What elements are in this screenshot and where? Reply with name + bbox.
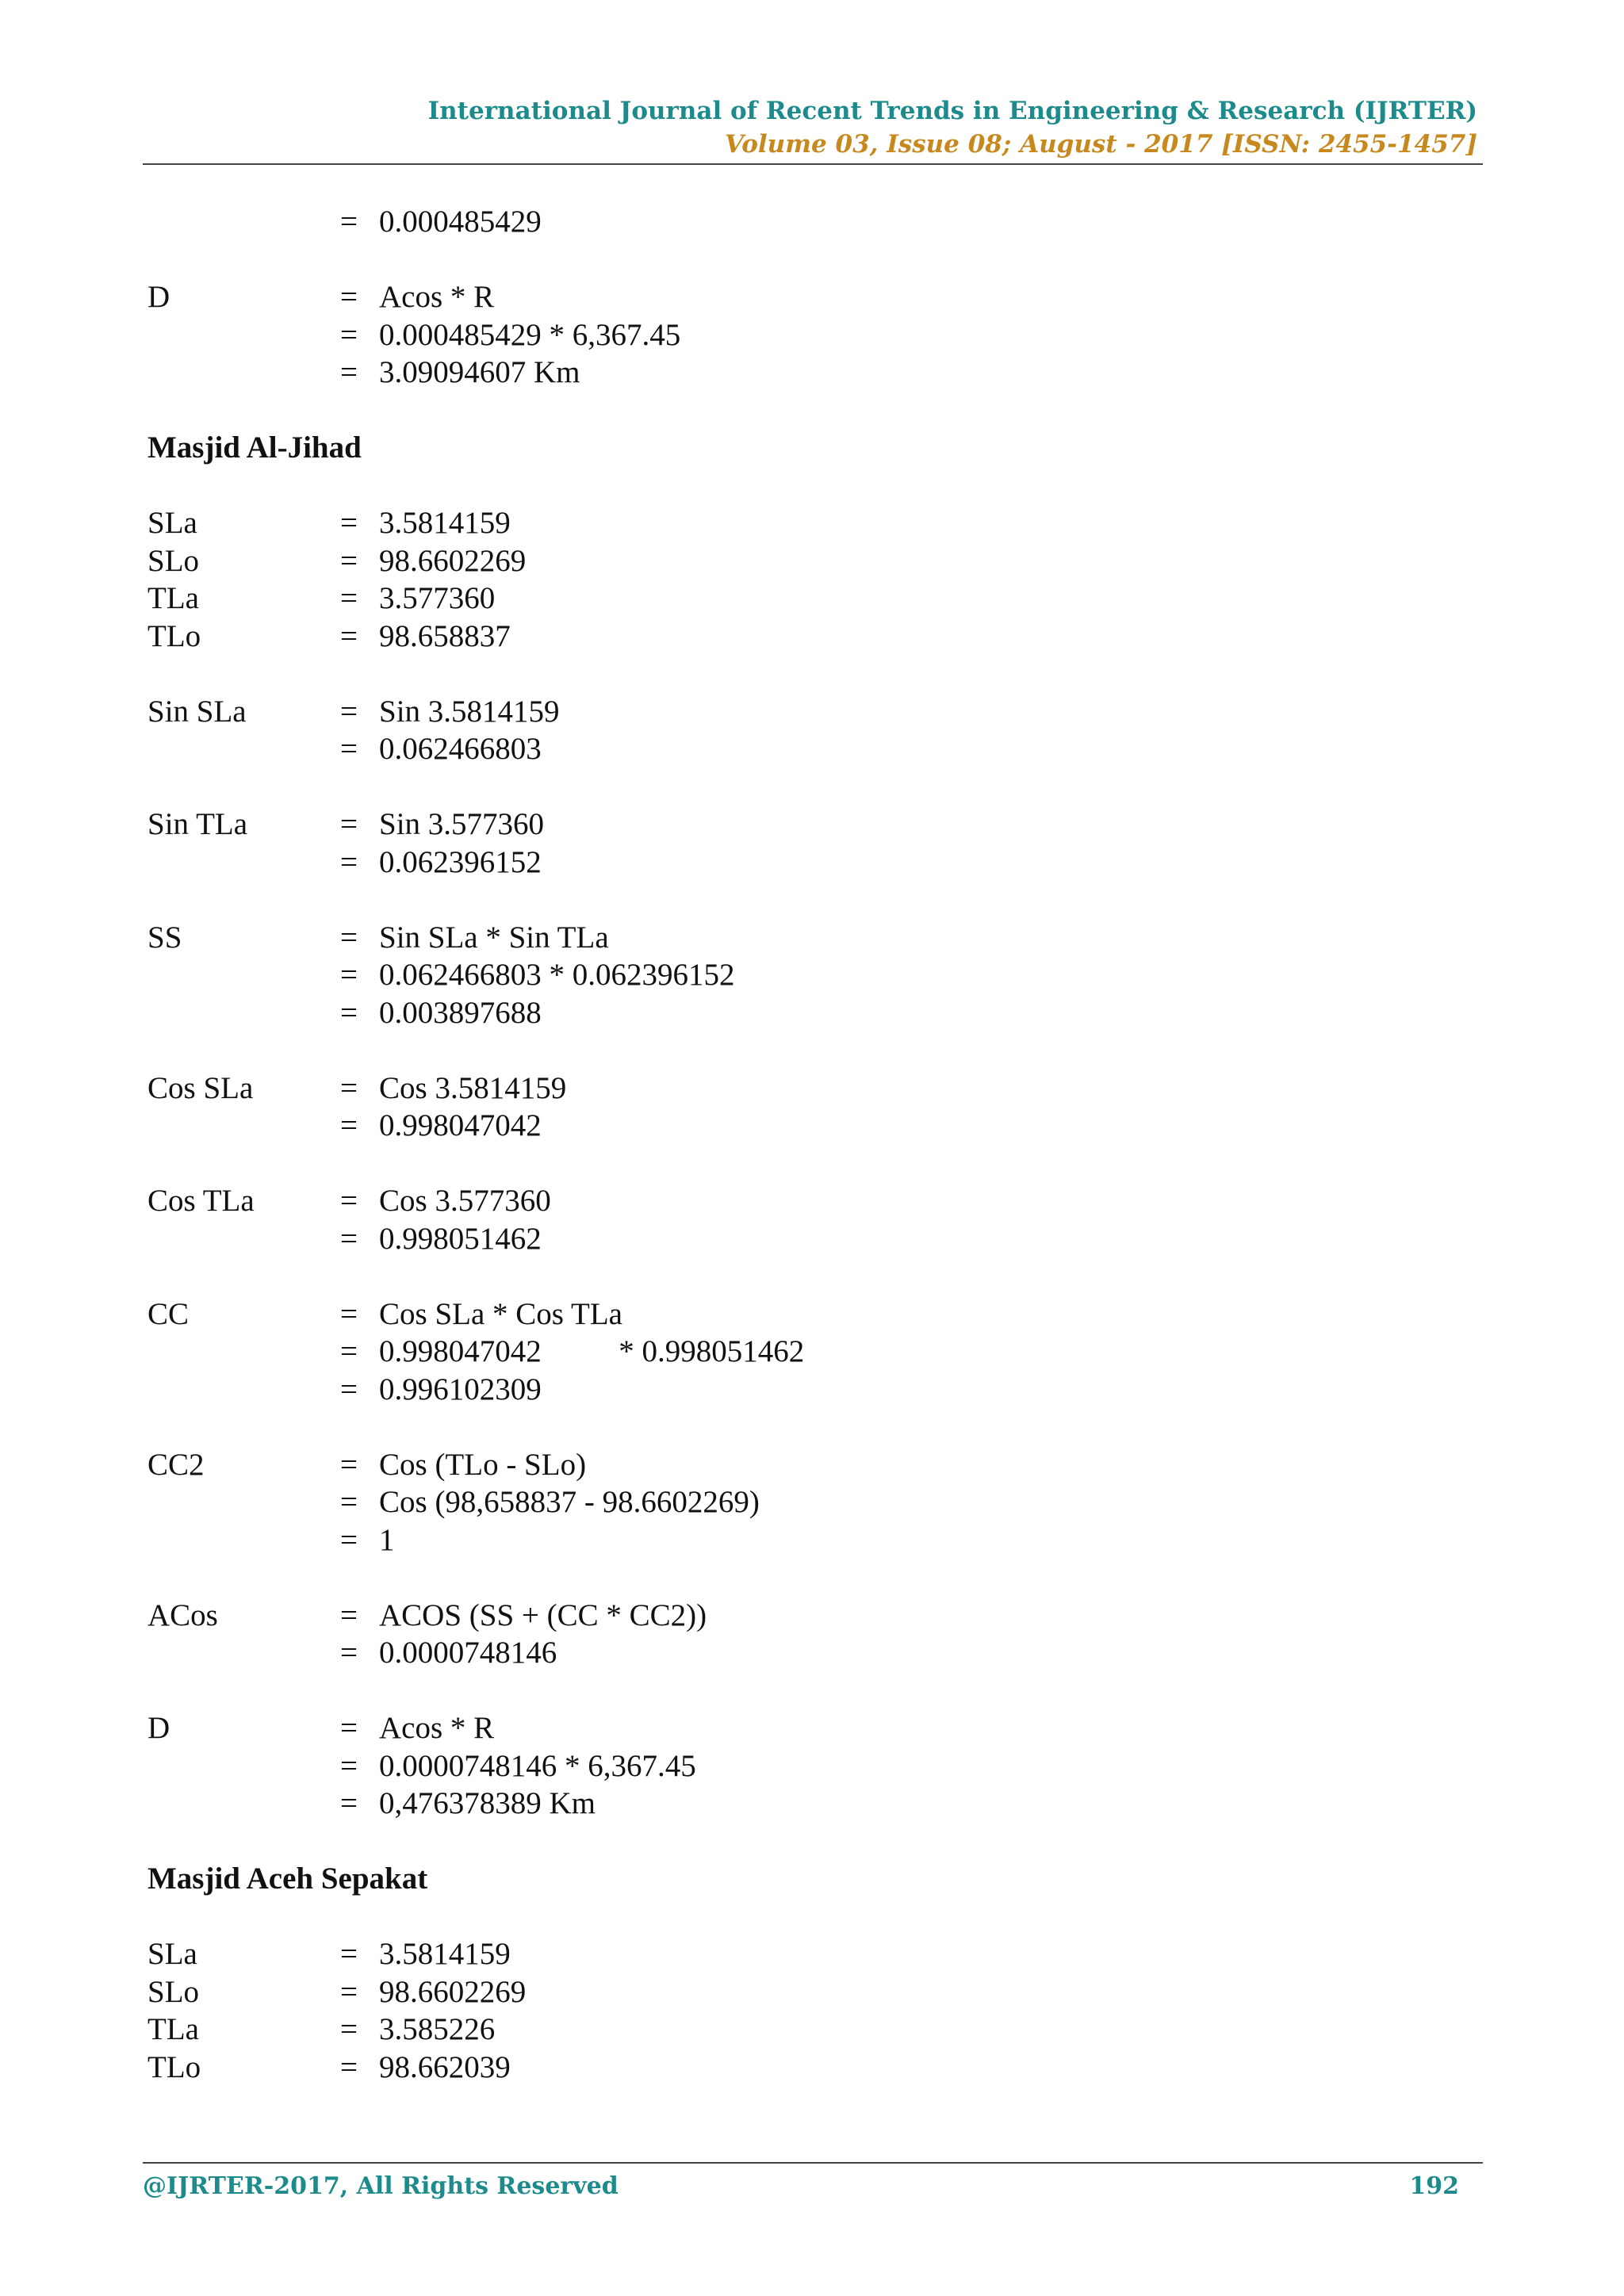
equation-value: 0.062396152 [379,844,542,879]
equals-sign: = [340,1108,358,1142]
equation-row [147,203,1416,241]
section-heading-al-jihad: Masjid Al-Jihad [147,430,362,465]
equals-sign: = [340,694,358,729]
coordinate-value: 3.577360 [379,581,496,615]
variable-label: Cos TLa [147,1184,255,1218]
coordinate-row [147,580,1416,618]
equals-sign: = [340,1485,358,1519]
equals-sign: = [340,732,358,766]
equals-sign: = [340,506,358,540]
section-heading-aceh-sepakat: Masjid Aceh Sepakat [147,1862,428,1896]
coordinate-row [147,1935,1416,1973]
equation-value: 0.003897688 [379,995,542,1030]
equation-value: Cos (98,658837 - 98.6602269) [379,1485,760,1519]
equals-sign: = [340,1786,358,1820]
equals-sign: = [340,618,358,653]
equals-sign: = [340,1372,358,1406]
equation-value: 3.09094607 Km [379,355,580,389]
equation-row [147,1107,1416,1145]
equation-value: 0.996102309 [379,1372,542,1406]
equation-row [147,1371,1416,1409]
coordinate-value: 3.5814159 [379,1937,511,1971]
equation-row [147,1295,1416,1334]
coordinate-value: 98.658837 [379,618,511,653]
equation-value: Cos 3.577360 [379,1184,551,1218]
coordinate-row [147,504,1416,542]
equals-sign: = [340,1937,358,1971]
calculation-content [147,203,1416,2086]
equals-sign: = [340,1748,358,1783]
equation-value: Cos SLa * Cos TLa [379,1296,622,1331]
coordinate-row [147,2011,1416,2049]
equation-value: Sin SLa * Sin TLa [379,920,609,955]
equation-value: 0.062466803 * 0.062396152 [379,958,735,992]
equals-sign: = [340,1070,358,1105]
equation-value: Cos (TLo - SLo) [379,1447,587,1482]
equals-sign: = [340,844,358,879]
equation-value: 0.998047042 [379,1108,542,1142]
variable-label: Cos SLa [147,1070,254,1105]
equation-row [147,1182,1416,1220]
equals-sign: = [340,1334,358,1368]
equals-sign: = [340,1447,358,1482]
equation-value: 0.998051462 [379,1221,542,1256]
variable-label: TLo [147,618,201,653]
variable-label: SLa [147,506,197,540]
equation-row [147,730,1416,768]
equals-sign: = [340,317,358,352]
equals-sign: = [340,1974,358,2009]
variable-label: SLo [147,1974,200,2009]
variable-label: SLa [147,1937,197,1971]
variable-label: Sin SLa [147,694,247,729]
journal-volume-info: Volume 03, Issue 08; August - 2017 [ISSN: 2455-1457] [725,130,1477,159]
equation-value: 0.0000748146 [379,1636,557,1670]
equation-value: Cos 3.5814159 [379,1070,567,1105]
variable-label: CC2 [147,1447,205,1482]
equals-sign: = [340,958,358,992]
equation-row [147,354,1416,392]
page-number: 192 [1409,2172,1459,2200]
equals-sign: = [340,807,358,841]
page-footer [143,2168,1459,2206]
equation-row [147,1709,1416,1747]
equation-row [147,316,1416,354]
equation-value: 0,476378389 Km [379,1786,596,1820]
equation-row [147,1446,1416,1484]
equation-row [147,956,1416,994]
coordinate-row [147,2049,1416,2087]
equals-sign: = [340,1184,358,1218]
variable-label: TLa [147,2012,199,2046]
copyright-notice: @IJRTER-2017, All Rights Reserved [143,2172,619,2200]
coordinate-row [147,1973,1416,2011]
equation-row [147,1747,1416,1785]
variable-label: TLo [147,2049,201,2084]
coordinate-value: 3.585226 [379,2012,496,2046]
equation-value: 0.0000748146 * 6,367.45 [379,1748,696,1783]
equation-value: Acos * R [379,1711,495,1745]
equation-row [147,1634,1416,1672]
equation-row [147,844,1416,882]
equals-sign: = [340,280,358,314]
equation-row [147,1521,1416,1559]
equation-value: 0.000485429 * 6,367.45 [379,317,681,352]
coordinate-row [147,618,1416,656]
variable-label: D [147,280,170,314]
equation-value: 0.062466803 [379,732,542,766]
equation-value: Sin 3.5814159 [379,694,560,729]
coordinate-value: 98.662039 [379,2049,511,2084]
equals-sign: = [340,355,358,389]
equals-sign: = [340,2049,358,2084]
equals-sign: = [340,1296,358,1331]
equals-sign: = [340,1636,358,1670]
footer-divider [143,2162,1483,2164]
equals-sign: = [340,1522,358,1557]
equation-row [147,994,1416,1032]
journal-title: International Journal of Recent Trends in Engineering & Research (IJRTER) [427,97,1477,125]
equation-value: Acos * R [379,280,495,314]
equation-row [147,1070,1416,1108]
equation-row [147,1785,1416,1823]
journal-header [143,94,1477,160]
equation-row [147,693,1416,731]
variable-label: SLo [147,543,200,578]
coordinate-value: 3.5814159 [379,506,511,540]
variable-label: TLa [147,581,199,615]
equals-sign: = [340,1711,358,1745]
equation-row [147,1220,1416,1258]
equals-sign: = [340,205,358,239]
equals-sign: = [340,1598,358,1632]
coordinate-value: 98.6602269 [379,1974,527,2009]
equals-sign: = [340,2012,358,2046]
variable-label: ACos [147,1598,218,1632]
equation-row [147,1333,1416,1371]
variable-label: SS [147,920,182,955]
equation-value: ACOS (SS + (CC * CC2)) [379,1598,707,1632]
equation-row [147,806,1416,844]
equation-value: 0.000485429 [379,205,542,239]
equation-row [147,278,1416,316]
equals-sign: = [340,920,358,955]
header-divider [143,163,1483,165]
equation-value: 1 [379,1522,395,1557]
variable-label: Sin TLa [147,807,248,841]
equation-value: 0.998047042 * 0.998051462 [379,1334,805,1368]
equals-sign: = [340,995,358,1030]
equation-row [147,919,1416,957]
equation-row [147,1483,1416,1521]
equals-sign: = [340,581,358,615]
coordinate-value: 98.6602269 [379,543,527,578]
equals-sign: = [340,543,358,578]
equation-value: Sin 3.577360 [379,807,545,841]
variable-label: D [147,1711,170,1745]
equation-row [147,1597,1416,1635]
equals-sign: = [340,1221,358,1256]
variable-label: CC [147,1296,190,1331]
coordinate-row [147,542,1416,580]
